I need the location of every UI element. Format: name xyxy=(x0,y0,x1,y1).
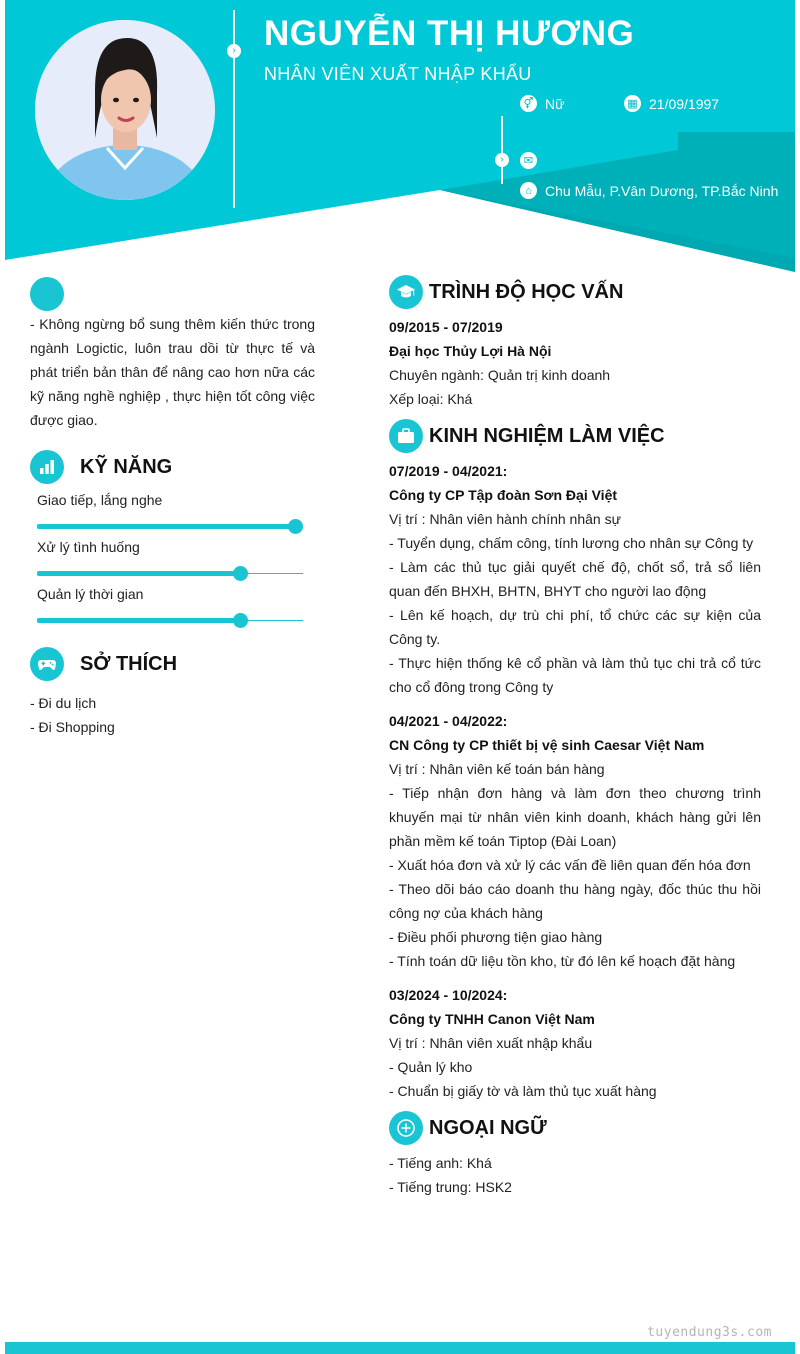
job-entry xyxy=(389,709,761,973)
job-position: Vị trí : Nhân viên xuất nhập khẩu xyxy=(389,1035,593,1051)
address-info xyxy=(520,182,778,199)
skill-item xyxy=(37,492,303,539)
education-block xyxy=(389,315,761,411)
skill-level-fill xyxy=(37,618,241,623)
watermark: tuyendung3s.com xyxy=(647,1325,772,1340)
graduation-cap-icon xyxy=(389,275,423,309)
birthday-value: 21/09/1997 xyxy=(649,95,720,112)
job-duty: - Quản lý kho xyxy=(389,1059,473,1075)
education-school: Đại học Thủy Lợi Hà Nội xyxy=(389,343,552,359)
profile-photo xyxy=(35,20,215,200)
hobbies-title: SỞ THÍCH xyxy=(80,652,178,675)
education-grade: Xếp loại: Khá xyxy=(389,391,473,407)
job-duty: - Tiếp nhận đơn hàng và làm đơn theo chương trình khuyến mại từ nhân viên kinh doanh, khách hàng gửi lên phần mềm kế toán Tiptop (Đài Loan) xyxy=(389,785,761,849)
gender-icon: ⚥ xyxy=(520,95,537,112)
avatar xyxy=(35,20,215,200)
objective-section xyxy=(30,270,315,312)
job-duty: - Tuyển dụng, chấm công, tính lương cho nhân sự Công ty xyxy=(389,535,754,551)
education-heading xyxy=(389,275,761,309)
job-duty: - Làm các thủ tục giải quyết chế độ, chốt sổ, trả sổ liên quan đến BHXH, BHTN, BHYT cho người lao động xyxy=(389,559,761,599)
skills-title: KỸ NĂNG xyxy=(80,455,173,478)
target-icon xyxy=(30,277,64,311)
job-period: 07/2019 - 04/2021: xyxy=(389,463,508,479)
job-duty: - Điều phối phương tiện giao hàng xyxy=(389,929,603,945)
bar-chart-icon xyxy=(30,450,64,484)
gender-info xyxy=(520,95,564,112)
skill-name: Xử lý tình huống xyxy=(37,539,140,555)
skill-level-fill xyxy=(37,571,241,576)
job-position: Vị trí : Nhân viên kế toán bán hàng xyxy=(389,761,605,777)
right-column xyxy=(389,270,761,1199)
skills-list xyxy=(30,492,315,633)
skill-level-fill xyxy=(37,524,296,529)
hobbies-heading xyxy=(30,647,315,681)
objective-text: - Không ngừng bổ sung thêm kiến thức trong ngành Logictic, luôn trau dồi từ thực tế và phát triển bản thân để nâng cao hơn nữa các kỹ năng nghề nghiệp , thực hiện tốt công việc được giao. xyxy=(30,316,315,428)
skill-level-knob xyxy=(288,519,303,534)
job-duty: - Xuất hóa đơn và xử lý các vấn đề liên quan đến hóa đơn xyxy=(389,857,751,873)
skill-level-knob xyxy=(233,566,248,581)
job-period: 03/2024 - 10/2024: xyxy=(389,987,508,1003)
candidate-job-title: NHÂN VIÊN XUẤT NHẬP KHẨU xyxy=(264,64,532,84)
footer-bar xyxy=(5,1342,795,1354)
gender-value: Nữ xyxy=(545,95,565,112)
chevron-right-icon: › xyxy=(495,153,509,167)
skills-heading xyxy=(30,450,315,484)
languages-title: NGOẠI NGỮ xyxy=(429,1116,547,1139)
skill-level-knob xyxy=(233,613,248,628)
birthday-info xyxy=(624,95,719,112)
skill-name: Quản lý thời gian xyxy=(37,586,144,602)
candidate-name: NGUYỄN THỊ HƯƠNG xyxy=(264,14,635,53)
education-major: Chuyên ngành: Quản trị kinh doanh xyxy=(389,367,611,383)
home-icon: ⌂ xyxy=(520,182,537,199)
header-divider-line xyxy=(233,10,235,208)
job-company: CN Công ty CP thiết bị vệ sinh Caesar Việt Nam xyxy=(389,737,705,753)
job-entry xyxy=(389,983,761,1103)
job-duty: - Lên kế hoạch, dự trù chi phí, tổ chức các sự kiện của Công ty. xyxy=(389,607,761,647)
address-value: Chu Mẫu, P.Vân Dương, TP.Bắc Ninh xyxy=(545,182,779,199)
job-entry xyxy=(389,459,761,699)
calendar-icon: ▦ xyxy=(624,95,641,112)
left-column xyxy=(30,270,315,739)
skill-item xyxy=(37,586,303,633)
experience-title: KINH NGHIỆM LÀM VIỆC xyxy=(429,424,665,447)
skill-name: Giao tiếp, lắng nghe xyxy=(37,492,163,508)
job-duty: - Tính toán dữ liệu tồn kho, từ đó lên kế hoạch đặt hàng xyxy=(389,953,736,969)
education-title: TRÌNH ĐỘ HỌC VẤN xyxy=(429,280,624,303)
email-info xyxy=(520,152,545,169)
job-company: Công ty CP Tập đoàn Sơn Đại Việt xyxy=(389,487,618,503)
contact-divider-line xyxy=(501,116,503,184)
plus-circle-icon xyxy=(389,1111,423,1145)
job-duty: - Chuẩn bị giấy tờ và làm thủ tục xuất hàng xyxy=(389,1083,657,1099)
language-item: - Tiếng trung: HSK2 xyxy=(389,1179,512,1195)
briefcase-icon xyxy=(389,419,423,453)
skill-item xyxy=(37,539,303,586)
gamepad-icon xyxy=(30,647,64,681)
chevron-right-icon: › xyxy=(227,44,241,58)
experience-heading xyxy=(389,419,761,453)
language-item: - Tiếng anh: Khá xyxy=(389,1155,492,1171)
hobby-item: - Đi du lịch xyxy=(30,695,97,711)
hobby-item: - Đi Shopping xyxy=(30,719,115,735)
languages-list xyxy=(389,1151,761,1199)
job-duty: - Thực hiện thống kê cổ phần và làm thủ tục chi trả cổ tức cho cổ đông trong Công ty xyxy=(389,655,761,695)
job-duty: - Theo dõi báo cáo doanh thu hàng ngày, đốc thúc thu hồi công nợ của khách hàng xyxy=(389,881,761,921)
job-position: Vị trí : Nhân viên hành chính nhân sự xyxy=(389,511,621,527)
education-period: 09/2015 - 07/2019 xyxy=(389,319,503,335)
languages-heading xyxy=(389,1111,761,1145)
job-company: Công ty TNHH Canon Việt Nam xyxy=(389,1011,595,1027)
email-icon: ✉ xyxy=(520,152,537,169)
job-period: 04/2021 - 04/2022: xyxy=(389,713,508,729)
hobbies-list xyxy=(30,691,315,739)
